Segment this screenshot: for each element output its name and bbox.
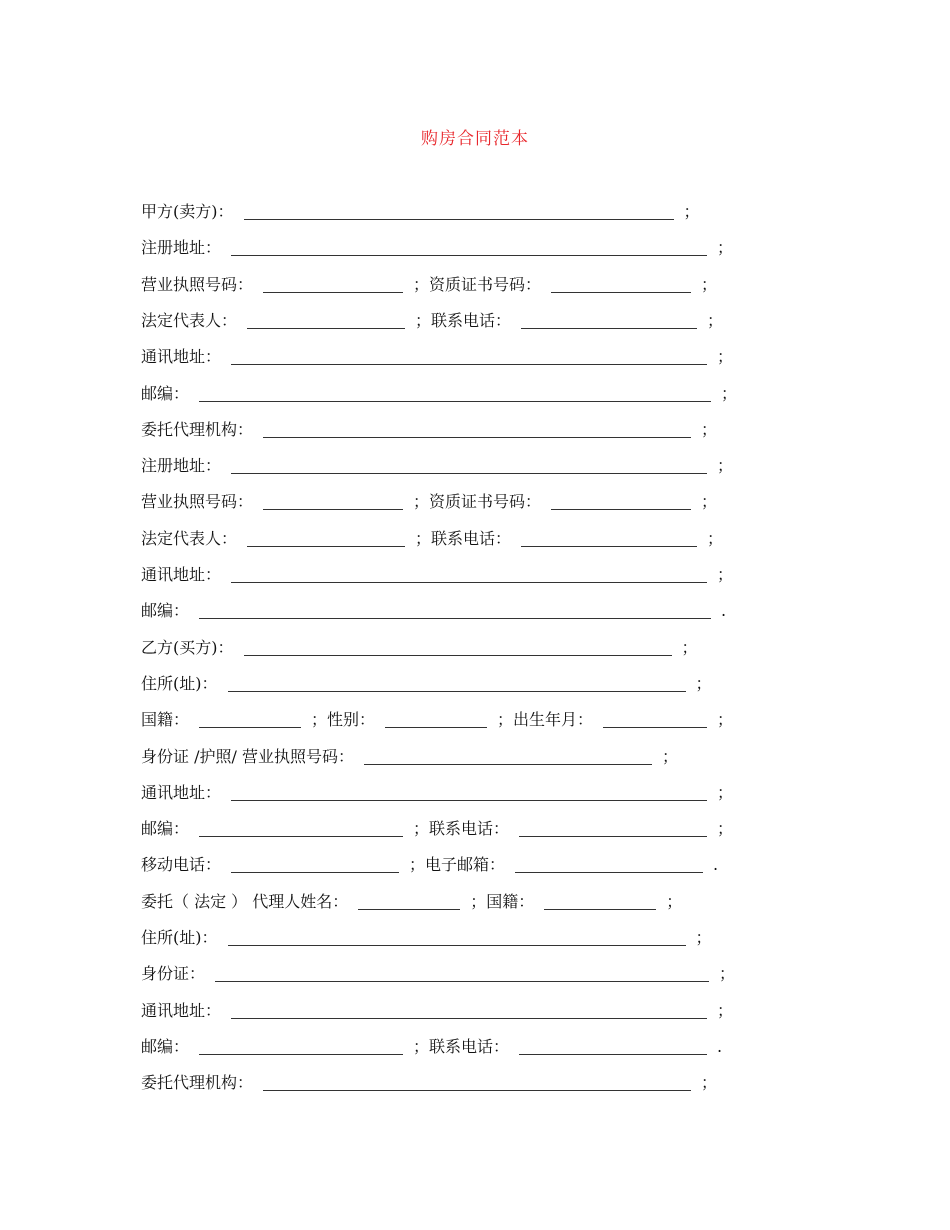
field-label: ；	[719, 964, 736, 983]
blank-fill-line[interactable]	[521, 529, 697, 547]
field-row	[141, 380, 737, 404]
field-row	[141, 452, 733, 476]
field-row	[141, 1069, 717, 1093]
field-label: ；	[717, 710, 734, 729]
blank-fill-line[interactable]	[231, 783, 707, 801]
field-label: ；联系电话：	[413, 819, 510, 838]
blank-fill-line[interactable]	[231, 565, 707, 583]
field-row	[141, 815, 733, 839]
blank-fill-line[interactable]	[244, 638, 672, 656]
field-label: 委托代理机构：	[141, 420, 254, 439]
field-row	[141, 198, 700, 222]
blank-fill-line[interactable]	[263, 1073, 691, 1091]
blank-fill-line[interactable]	[215, 964, 709, 982]
field-row	[141, 416, 717, 440]
field-row	[141, 343, 733, 367]
field-label: ；	[701, 420, 718, 439]
blank-fill-line[interactable]	[199, 601, 711, 619]
field-label: 乙方(买方)：	[141, 638, 234, 657]
field-label: ；	[707, 311, 724, 330]
field-label: 身份证：	[141, 964, 206, 983]
field-row	[141, 706, 733, 730]
blank-fill-line[interactable]	[199, 384, 711, 402]
field-label: .	[721, 601, 727, 620]
field-row	[141, 997, 733, 1021]
blank-fill-line[interactable]	[199, 819, 403, 837]
field-label: 邮编：	[141, 1037, 190, 1056]
blank-fill-line[interactable]	[231, 1001, 707, 1019]
field-label: 国籍：	[141, 710, 190, 729]
field-label: ；国籍：	[470, 892, 535, 911]
field-label: ；	[717, 238, 734, 257]
blank-fill-line[interactable]	[231, 238, 707, 256]
field-row	[141, 888, 682, 912]
field-label: ；出生年月：	[497, 710, 594, 729]
field-label: ；	[717, 1001, 734, 1020]
field-label: ；	[695, 928, 712, 947]
field-label: ；电子邮箱：	[409, 855, 506, 874]
field-row	[141, 924, 712, 948]
blank-fill-line[interactable]	[244, 202, 674, 220]
blank-fill-line[interactable]	[515, 855, 703, 873]
field-label: .	[713, 855, 719, 874]
field-row	[141, 851, 718, 875]
blank-fill-line[interactable]	[231, 347, 707, 365]
field-label: 甲方(卖方)：	[141, 202, 234, 221]
field-label: 通讯地址：	[141, 783, 222, 802]
field-label: 住所(址)：	[141, 928, 218, 947]
field-row	[141, 960, 735, 984]
field-label: 营业执照号码：	[141, 275, 254, 294]
document-title: 购房合同范本	[421, 129, 529, 149]
field-label: ；	[717, 565, 734, 584]
field-label: 通讯地址：	[141, 347, 222, 366]
field-label: 邮编：	[141, 384, 190, 403]
blank-fill-line[interactable]	[263, 492, 403, 510]
field-label: ；	[707, 529, 724, 548]
blank-fill-line[interactable]	[263, 275, 403, 293]
field-label: ；	[717, 819, 734, 838]
field-row	[141, 488, 717, 512]
blank-fill-line[interactable]	[603, 710, 707, 728]
field-label: 身份证 /护照/ 营业执照号码：	[141, 747, 354, 766]
field-label: ；	[683, 202, 700, 221]
field-row	[141, 597, 726, 621]
field-label: ；资质证书号码：	[413, 275, 542, 294]
field-label: ；	[721, 384, 738, 403]
field-label: 法定代表人：	[141, 529, 238, 548]
blank-fill-line[interactable]	[551, 275, 691, 293]
blank-fill-line[interactable]	[519, 819, 707, 837]
field-row	[141, 779, 733, 803]
field-label: ；	[681, 638, 698, 657]
field-row	[141, 634, 698, 658]
field-label: ；	[717, 347, 734, 366]
blank-fill-line[interactable]	[199, 1037, 403, 1055]
field-label: ；	[695, 674, 712, 693]
blank-fill-line[interactable]	[231, 456, 707, 474]
field-label: .	[717, 1037, 723, 1056]
field-row	[141, 307, 723, 331]
field-label: 营业执照号码：	[141, 492, 254, 511]
field-label: 邮编：	[141, 819, 190, 838]
field-label: 注册地址：	[141, 238, 222, 257]
field-row	[141, 234, 733, 258]
blank-fill-line[interactable]	[364, 747, 652, 765]
field-label: ；	[661, 747, 678, 766]
field-label: ；性别：	[311, 710, 376, 729]
field-label: ；联系电话：	[415, 529, 512, 548]
blank-fill-line[interactable]	[521, 311, 697, 329]
blank-fill-line[interactable]	[385, 710, 487, 728]
field-label: 委托（ 法定 ） 代理人姓名：	[141, 892, 349, 911]
blank-fill-line[interactable]	[263, 420, 691, 438]
blank-fill-line[interactable]	[228, 928, 686, 946]
field-label: ；	[701, 492, 718, 511]
field-label: 通讯地址：	[141, 1001, 222, 1020]
field-label: 法定代表人：	[141, 311, 238, 330]
blank-fill-line[interactable]	[519, 1037, 707, 1055]
field-row	[141, 1033, 722, 1057]
blank-fill-line[interactable]	[544, 892, 656, 910]
field-label: ；联系电话：	[415, 311, 512, 330]
field-label: ；	[701, 275, 718, 294]
field-label: 通讯地址：	[141, 565, 222, 584]
field-row	[141, 670, 712, 694]
blank-fill-line[interactable]	[228, 674, 686, 692]
field-label: ；	[717, 456, 734, 475]
field-row	[141, 525, 723, 549]
field-row	[141, 561, 733, 585]
field-label: 委托代理机构：	[141, 1073, 254, 1092]
field-label: 移动电话：	[141, 855, 222, 874]
field-label: 注册地址：	[141, 456, 222, 475]
blank-fill-line[interactable]	[247, 311, 405, 329]
field-row	[141, 743, 678, 767]
blank-fill-line[interactable]	[247, 529, 405, 547]
field-label: ；	[666, 892, 683, 911]
blank-fill-line[interactable]	[551, 492, 691, 510]
field-label: ；	[717, 783, 734, 802]
field-label: ；	[701, 1073, 718, 1092]
field-label: 邮编：	[141, 601, 190, 620]
blank-fill-line[interactable]	[231, 855, 399, 873]
blank-fill-line[interactable]	[358, 892, 460, 910]
field-row	[141, 271, 717, 295]
field-label: ；联系电话：	[413, 1037, 510, 1056]
field-label: ；资质证书号码：	[413, 492, 542, 511]
blank-fill-line[interactable]	[199, 710, 301, 728]
field-label: 住所(址)：	[141, 674, 218, 693]
